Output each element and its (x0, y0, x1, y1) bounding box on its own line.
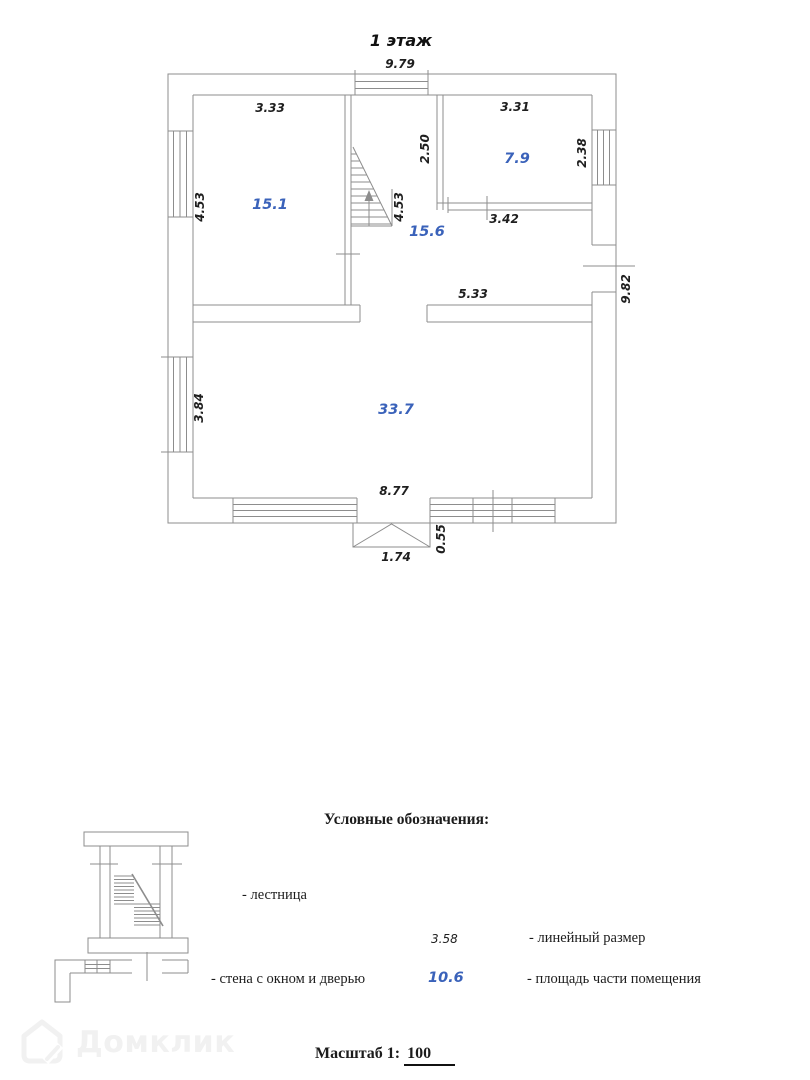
dim-left-room-height: 4.53 (193, 192, 207, 222)
dim-bottom-room-height: 3.84 (192, 393, 206, 423)
dim-hall-opening-width: 5.33 (458, 287, 488, 301)
staircase (351, 147, 392, 226)
window-left-lower (161, 357, 193, 452)
wall-linework (161, 70, 635, 547)
stair-treads (351, 154, 391, 224)
wall-window-door-legend-icon (50, 948, 192, 1006)
legend-wall-label: - стена с окном и дверью (211, 971, 366, 987)
legend-linear-label: - линейный размер (529, 930, 646, 946)
wall-mid-horizontal (193, 305, 592, 322)
window-bottom-right (430, 490, 555, 532)
plan-labels (192, 31, 633, 564)
stair-edge (351, 189, 392, 226)
dim-top-right-room-height: 2.38 (575, 138, 589, 168)
room-area-bottom: 33.7 (378, 402, 414, 418)
stair-diagonal (353, 147, 392, 226)
window-bottom-left (233, 498, 357, 523)
window-right-upper (592, 130, 616, 185)
dim-top-left-room-width: 3.33 (255, 101, 285, 115)
wall-top-right-room-left (437, 95, 443, 210)
scale-value: 100 (404, 1045, 455, 1066)
scale-label: Масштаб 1: (315, 1045, 401, 1062)
legend-stairs-label: - лестница (242, 887, 307, 903)
dim-porch-depth: 0.55 (434, 524, 448, 554)
brand-watermark-text: Домклик (76, 1024, 236, 1060)
window-left-upper (168, 131, 193, 217)
domclick-house-icon (18, 1018, 66, 1066)
room-area-hall: 15.6 (409, 224, 445, 240)
scale-note (315, 1045, 455, 1066)
legend-area-sample: 10.6 (428, 970, 464, 986)
room-area-top-right: 7.9 (504, 151, 530, 167)
legend-linear-sample: 3.58 (431, 932, 458, 946)
dim-top-right-room-width: 3.31 (500, 100, 530, 114)
legend-heading: Условные обозначения: (324, 811, 490, 828)
dim-right-overall-height: 9.82 (619, 274, 633, 304)
outer-wall (168, 74, 616, 523)
staircase-legend-icon (70, 820, 200, 956)
wall-left-room-stair (336, 95, 360, 305)
dim-top-right-room-bottom-width: 3.42 (489, 212, 519, 226)
brand-watermark (18, 1018, 235, 1066)
dim-porch-width: 1.74 (381, 550, 411, 564)
room-area-top-left: 15.1 (252, 197, 288, 213)
dim-bottom-room-width: 8.77 (379, 484, 409, 498)
floor-title: 1 этаж (369, 31, 433, 50)
dim-top-right-room-inner-height: 2.50 (418, 134, 432, 164)
legend-area-label: - площадь части помещения (527, 971, 701, 987)
dim-stair-hall-height: 4.53 (392, 192, 406, 222)
entry-porch-canopy (353, 523, 430, 547)
dim-top-overall-width: 9.79 (385, 57, 415, 71)
